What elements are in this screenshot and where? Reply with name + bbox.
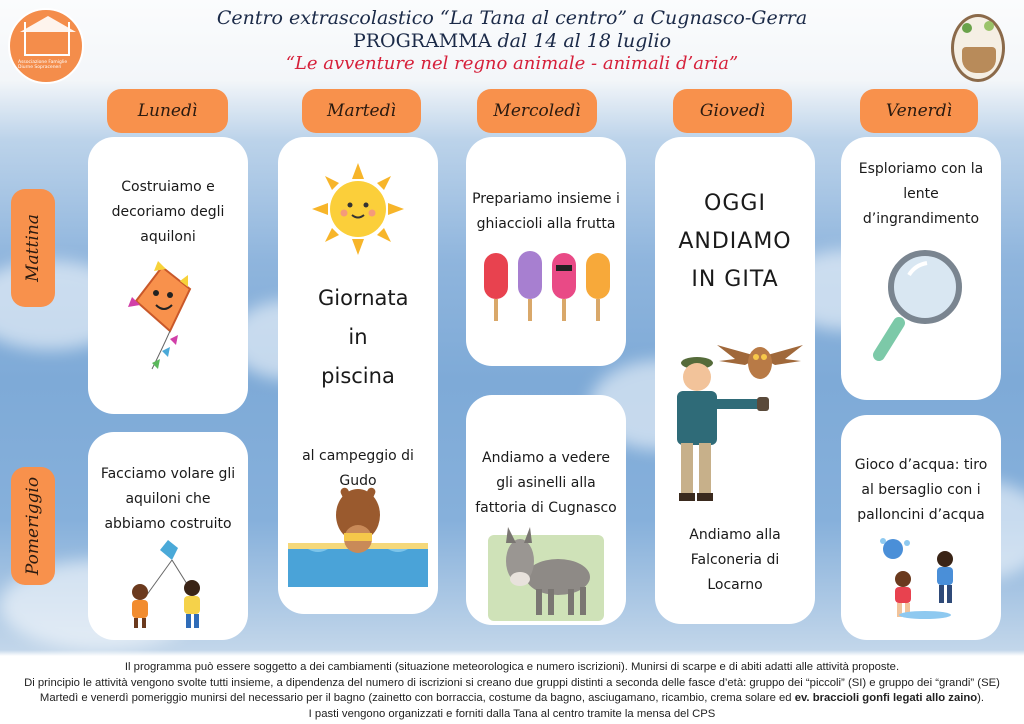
day-monday: Lunedì bbox=[107, 89, 228, 133]
page-header bbox=[0, 6, 1024, 76]
water-balloon-kids-icon bbox=[865, 535, 977, 619]
activity-text: Prepariamo insieme i ghiaccioli alla frutta bbox=[472, 191, 620, 232]
header-title: Centro extrascolastico “La Tana al centro” a Cugnasco-Gerra bbox=[216, 7, 808, 29]
header-program: PROGRAMMA dal 14 al 18 luglio bbox=[352, 30, 672, 52]
donkey-icon bbox=[488, 525, 604, 621]
activity-title: Giornata in piscina bbox=[318, 286, 409, 388]
period-afternoon: Pomeriggio bbox=[11, 467, 55, 585]
activity-text: Costruiamo e decoriamo degli aquiloni bbox=[111, 179, 225, 245]
swimmer-icon bbox=[288, 477, 428, 587]
day-thursday: Giovedì bbox=[673, 89, 792, 133]
logo-text: Associazione Famiglie Diurne Sopraceneri bbox=[18, 60, 68, 70]
activity-text: Andiamo alla Falconeria di Locarno bbox=[689, 527, 781, 593]
activity-title: OGGI ANDIAMO IN GITA bbox=[678, 191, 792, 292]
day-tuesday: Martedì bbox=[302, 89, 421, 133]
activity-text: al campeggio di Gudo bbox=[302, 448, 414, 489]
day-friday: Venerdì bbox=[860, 89, 978, 133]
card-friday-afternoon bbox=[841, 415, 1001, 640]
magnifying-glass-icon bbox=[869, 245, 969, 365]
card-monday-morning bbox=[88, 137, 248, 414]
falconer-icon bbox=[661, 355, 771, 505]
card-tuesday bbox=[278, 137, 438, 614]
card-wednesday-morning bbox=[466, 137, 626, 366]
footer-notes bbox=[0, 657, 1024, 724]
activity-text: Andiamo a vedere gli asinelli alla fattoria di Cugnasco bbox=[475, 450, 617, 516]
footer-line: Il programma può essere soggetto a dei cambiamenti (situazione meteorologica e numero iscrizioni). Munirsi di scarpe e di abiti adatti alle attività proposte. bbox=[124, 661, 900, 673]
activity-text: Facciamo volare gli aquiloni che abbiamo costruito bbox=[100, 466, 236, 532]
card-friday-morning bbox=[841, 137, 1001, 400]
header-theme: “Le avventure nel regno animale - animali d’aria” bbox=[285, 53, 739, 74]
footer-line: Martedì e venerdì pomeriggio munirsi del necessario per il bagno (zainetto con borraccia, costume da bagno, asciugamano, ricambio, crema solare ed ev. braccioli gonfi legati allo zaino). bbox=[39, 692, 985, 704]
period-morning: Mattina bbox=[11, 189, 55, 307]
footer-line: Di principio le attività vengono svolte tutti insieme, a dipendenza del numero di iscrizioni si creano due gruppi distinti a seconda delle fasce d’età: gruppo dei “piccoli” (SI) e gruppo dei “grandi” (SE) bbox=[24, 676, 1000, 689]
activity-text: Gioco d’acqua: tiro al bersaglio con i palloncini d’acqua bbox=[854, 457, 988, 523]
activity-text: Esploriamo con la lente d’ingrandimento bbox=[858, 161, 984, 227]
card-monday-afternoon bbox=[88, 432, 248, 640]
footer-line: I pasti vengono organizzati e forniti dalla Tana al centro tramite la mensa del CPS bbox=[308, 707, 716, 720]
popsicles-icon bbox=[480, 249, 612, 325]
kite-icon bbox=[122, 259, 212, 379]
day-wednesday: Mercoledì bbox=[477, 89, 597, 133]
card-thursday bbox=[655, 137, 815, 624]
sun-icon bbox=[312, 163, 404, 255]
card-wednesday-afternoon bbox=[466, 395, 626, 625]
children-kite-icon bbox=[116, 536, 220, 632]
